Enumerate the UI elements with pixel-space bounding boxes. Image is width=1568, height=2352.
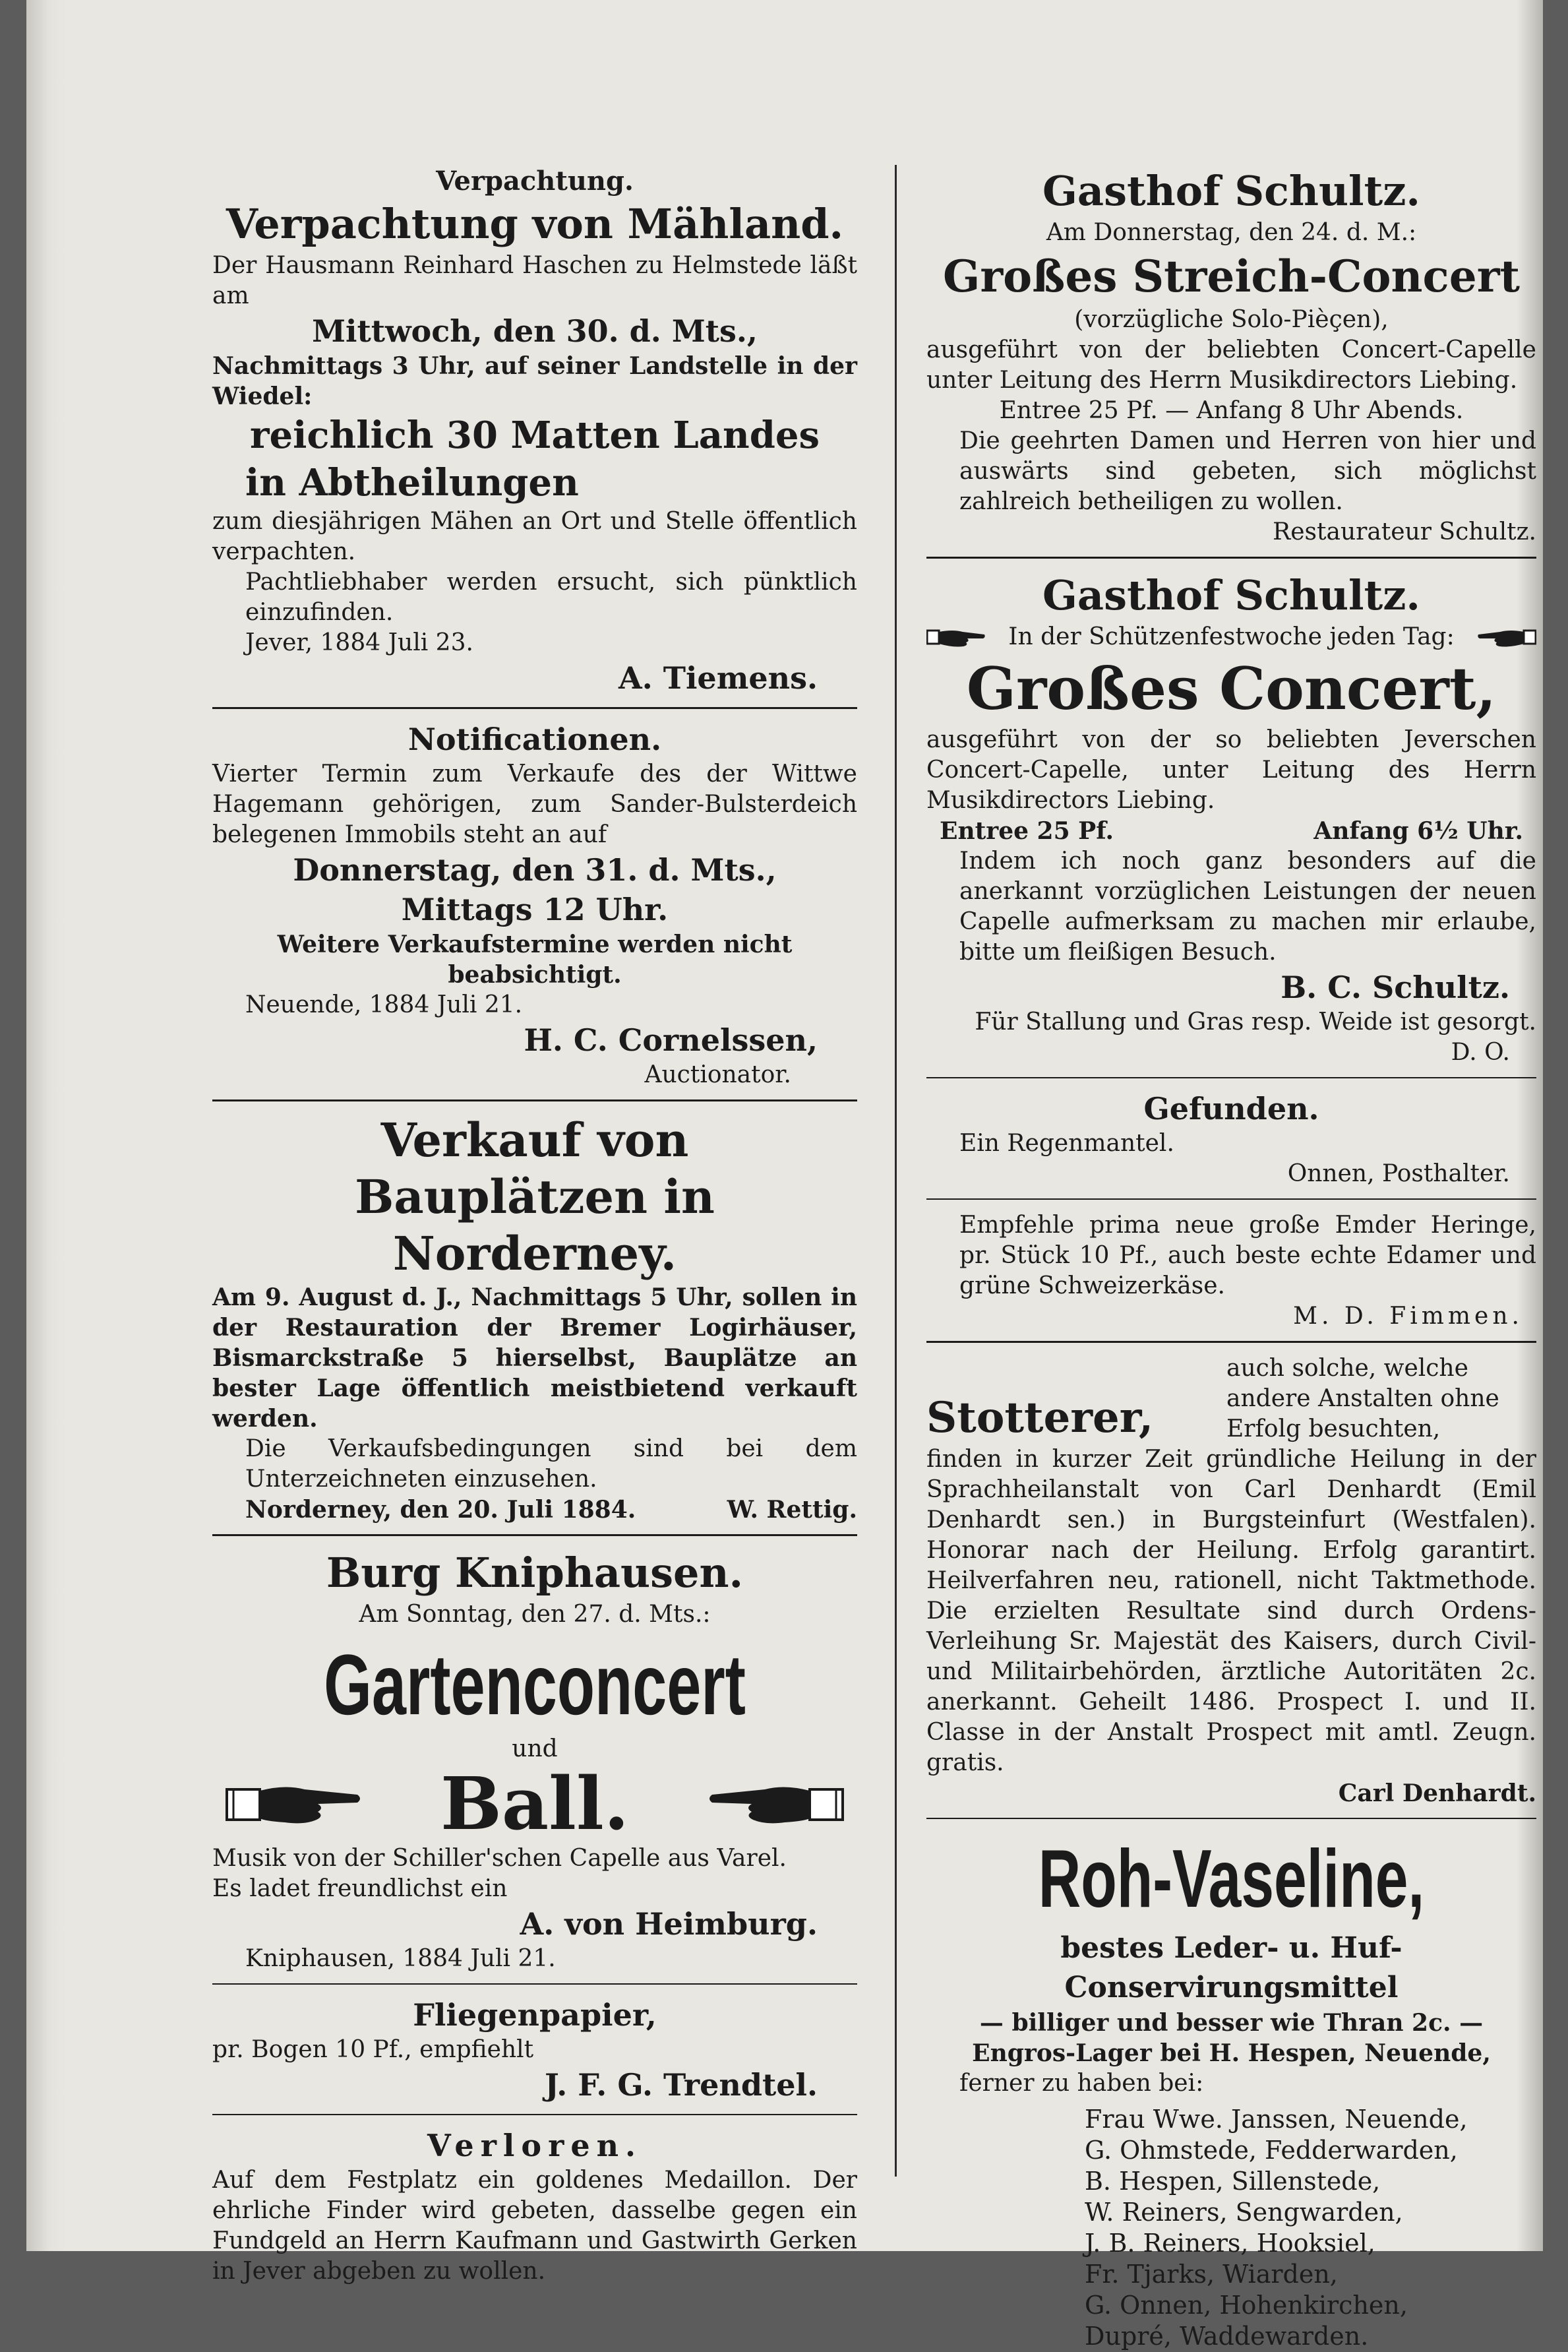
column-divider — [895, 165, 897, 2177]
ad-signature: Restaurateur Schultz. — [1273, 518, 1536, 545]
ad-signature: Onnen, Posthalter. — [1287, 1160, 1510, 1187]
ad-gasthof-schultz-2 — [926, 569, 1536, 1068]
ad-gasthof-schultz-1 — [926, 165, 1536, 547]
ad-text: ausgeführt von der beliebten Concert-Capelle unter Leitung des Herrn Musikdirectors Liebing. — [926, 336, 1536, 394]
ad-title: Verloren. — [427, 2128, 643, 2163]
ad-signature: A. Tiemens. — [618, 660, 818, 696]
ad-gefunden — [926, 1089, 1536, 1189]
ad-headline: Großes Concert, — [966, 654, 1497, 723]
ad-text: ferner zu haben bei: — [959, 2070, 1204, 2097]
ad-lager: Engros-Lager bei H. Hespen, Neuende, — [972, 2039, 1491, 2067]
list-item: Frau Wwe. Janssen, Neuende, — [1085, 2105, 1468, 2134]
ad-fliegenpapier — [212, 1995, 857, 2105]
section-rule — [926, 1818, 1536, 1819]
ad-signature: M. D. Fimmen. — [1293, 1303, 1523, 1330]
ad-signature: Carl Denhardt. — [1338, 1779, 1536, 1807]
list-item: J. B. Reiners, Hooksiel, — [1085, 2229, 1375, 2258]
ad-headline: Gartenconcert — [324, 1636, 746, 1733]
ad-title: Fliegenpapier, — [413, 1997, 657, 2033]
ad-text: Empfehle prima neue große Emder Heringe, pr. Stück 10 Pf., auch beste echte Edamer und grüne Schweizerkäse. — [959, 1212, 1536, 1299]
ad-text: zum diesjährigen Mähen an Ort und Stelle öffentlich verpachten. — [212, 508, 857, 565]
ad-headline: Großes Streich-Concert — [943, 251, 1520, 302]
section-rule — [926, 557, 1536, 559]
section-rule — [212, 1983, 857, 1985]
ad-text: Ein Regenmantel. — [959, 1130, 1174, 1157]
pointing-hand-icon — [926, 624, 986, 650]
pointing-hand-icon — [1477, 624, 1536, 650]
ad-subtitle: In der Schützenfestwoche jeden Tag: — [1008, 623, 1455, 650]
ad-text: Die geehrten Damen und Herren von hier und auswärts sind gebeten, sich möglichst zahlreich betheiligen zu wollen. — [959, 427, 1536, 515]
ad-title: Burg Kniphausen. — [326, 1549, 744, 1597]
ad-title: Gasthof Schultz. — [1042, 571, 1420, 619]
ad-subtitle: bestes Leder- u. Huf-Conservirungsmittel — [1060, 1931, 1402, 2004]
right-column — [926, 165, 1536, 2352]
section-rule — [212, 707, 857, 709]
list-item: W. Reiners, Sengwarden, — [1085, 2198, 1403, 2227]
left-column — [212, 165, 857, 2287]
ad-headline-ball: Ball. — [440, 1761, 630, 1846]
ad-text: auch solche, welche andere Anstalten ohne Erfolg besuchten, — [1226, 1355, 1499, 1442]
ad-subtitle: (vorzügliche Solo-Pièçen), — [1074, 306, 1389, 333]
ad-note: Für Stallung und Gras resp. Weide ist gesorgt. — [975, 1008, 1536, 1036]
ad-place-date: Kniphausen, 1884 Juli 21. — [245, 1945, 556, 1972]
ad-entree: Entree 25 Pf. — [940, 817, 1114, 845]
ad-text: finden in kurzer Zeit gründliche Heilung in der Sprachheilanstalt von Carl Denhardt (Emil Denhardt sen.) in Burgsteinfurt (Westfalen). Honorar nach der Heilung. Erfolg garantirt. Heilverfahren neu, rationell, nicht Taktmethode. Die erzielten Resultate sind durch Ordens-Verleihung Sr. Majestät des Kaisers, durch Civil- und Militairbehörden, ärztliche Autoritäten 2c. anerkannt. Geheilt 1486. Prospect I. und II. Classe in der Anstalt Prospect mit amtl. Zeugn. gratis. — [926, 1446, 1536, 1776]
list-item: Fr. Tjarks, Wiarden, — [1085, 2260, 1338, 2289]
ad-date: Donnerstag, den 31. d. Mts., — [293, 852, 777, 888]
ad-anfang: Anfang 6½ Uhr. — [1313, 817, 1523, 845]
ad-verpachtung — [212, 165, 857, 698]
list-item: Dupré, Waddewarden. — [1085, 2322, 1369, 2351]
ad-signature: W. Rettig. — [727, 1496, 857, 1524]
section-rule — [212, 1534, 857, 1536]
dealer-list — [926, 2104, 1536, 2352]
ad-verkauf — [212, 1112, 857, 1525]
ad-text: Indem ich noch ganz besonders auf die anerkannt vorzüglichen Leistungen der neuen Capelle aufmerksam zu machen mir erlaube, bitte um fleißigen Besuch. — [959, 848, 1536, 966]
ad-text: Musik von der Schiller'schen Capelle aus Varel. — [212, 1845, 787, 1872]
ad-signature: A. von Heimburg. — [520, 1906, 818, 1942]
ad-text: Am 9. August d. J., Nachmittags 5 Uhr, sollen in der Restauration der Bremer Logirhäuser, Bismarckstraße 5 hierselbst, Bauplätze an bester Lage öffentlich meistbietend verkauft werden. — [212, 1284, 857, 1433]
ad-text: Die Verkaufsbedingungen sind bei dem Unterzeichneten einzusehen. — [245, 1435, 857, 1493]
ad-text: ausgeführt von der so beliebten Jeverschen Concert-Capelle, unter Leitung des Herrn Musikdirectors Liebing. — [926, 726, 1536, 814]
ad-headline: Roh-Vaseline, — [1038, 1834, 1425, 1925]
pointing-hand-icon — [226, 1771, 364, 1837]
ad-und: und — [512, 1735, 558, 1762]
ad-title: Notificationen. — [407, 722, 662, 757]
ad-place-date: Neuende, 1884 Juli 21. — [245, 991, 523, 1018]
ad-highlight: in Abtheilungen — [245, 461, 579, 505]
ad-role: Auctionator. — [644, 1061, 791, 1088]
ad-text: Es ladet freundlichst ein — [212, 1875, 508, 1902]
section-rule — [926, 1077, 1536, 1078]
ad-text: Weitere Verkaufstermine werden nicht beabsichtigt. — [277, 931, 793, 989]
ad-title: Bauplätzen in Norderney. — [355, 1169, 715, 1281]
ad-signature: J. F. G. Trendtel. — [545, 2067, 818, 2103]
ad-burg-kniphausen — [212, 1547, 857, 1974]
ad-date: Mittags 12 Uhr. — [401, 892, 669, 927]
ad-date: Mittwoch, den 30. d. Mts., — [312, 313, 758, 349]
ad-title: Verkauf von — [380, 1113, 689, 1167]
page-spine — [26, 0, 66, 2251]
ad-signature: H. C. Cornelssen, — [524, 1022, 818, 1058]
ad-initials: D. O. — [1451, 1039, 1510, 1066]
list-item: B. Hespen, Sillenstede, — [1085, 2167, 1381, 2196]
ad-date: Am Donnerstag, den 24. d. M.: — [1046, 219, 1417, 246]
ad-entree: Entree 25 Pf. — Anfang 8 Uhr Abends. — [999, 397, 1464, 424]
pointing-hand-icon — [706, 1771, 844, 1837]
ad-label: Verpachtung. — [436, 166, 634, 197]
ad-highlight: reichlich 30 Matten Landes — [249, 414, 820, 457]
ad-stotterer — [926, 1353, 1536, 1809]
ad-title: Gasthof Schultz. — [1042, 167, 1420, 215]
list-item: G. Ohmstede, Fedderwarden, — [1085, 2136, 1458, 2165]
section-rule — [926, 1341, 1536, 1343]
section-rule — [212, 2114, 857, 2115]
section-rule — [212, 1099, 857, 1101]
list-item: G. Onnen, Hohenkirchen, — [1085, 2291, 1408, 2320]
ad-title: Stotterer, — [926, 1393, 1154, 1442]
ad-text: Vierter Termin zum Verkaufe des der Wittwe Hagemann gehörigen, zum Sander-Bulsterdeich belegenen Immobils steht an auf — [212, 760, 857, 848]
ad-verloren — [212, 2126, 857, 2287]
ad-text: Der Hausmann Reinhard Haschen zu Helmstede läßt am — [212, 252, 857, 309]
ad-heringe — [926, 1210, 1536, 1332]
ad-text: pr. Bogen 10 Pf., empfiehlt — [212, 2036, 534, 2063]
ad-date: Am Sonntag, den 27. d. Mts.: — [359, 1601, 711, 1628]
ad-place-date: Norderney, den 20. Juli 1884. — [245, 1496, 636, 1524]
ad-signature: B. C. Schultz. — [1281, 970, 1510, 1005]
ad-title: Gefunden. — [1143, 1091, 1319, 1127]
section-rule — [926, 1198, 1536, 1200]
ad-text: Auf dem Festplatz ein goldenes Medaillon. Der ehrliche Finder wird gebeten, dasselbe gegen ein Fundgeld an Herrn Kaufmann und Gastwirth Gerken in Jever abgeben zu wollen. — [212, 2167, 857, 2285]
ad-place-date: Jever, 1884 Juli 23. — [245, 629, 473, 656]
ad-text: Nachmittags 3 Uhr, auf seiner Landstelle in der Wiedel: — [212, 352, 857, 410]
ad-roh-vaseline — [926, 1830, 1536, 2352]
ad-subtitle: — billiger und besser wie Thran 2c. — — [979, 2009, 1484, 2037]
ad-notificationen — [212, 720, 857, 1090]
ad-text: Pachtliebhaber werden ersucht, sich pünktlich einzufinden. — [245, 569, 857, 626]
ad-title: Verpachtung von Mähland. — [226, 200, 844, 248]
